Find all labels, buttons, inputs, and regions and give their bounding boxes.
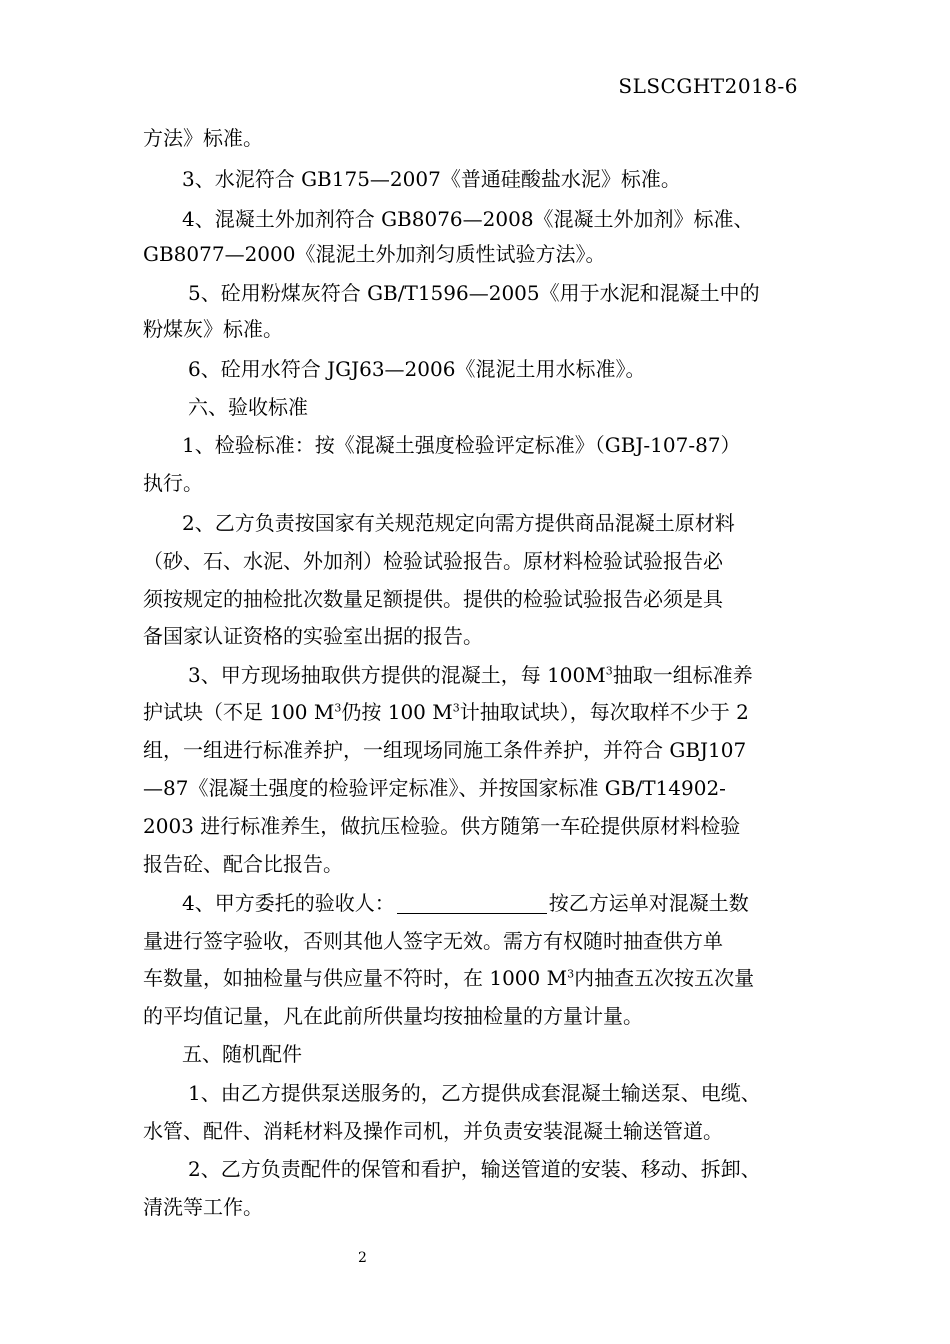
line-text: 3、甲方现场抽取供方提供的混凝土，每 100M (188, 663, 606, 687)
paragraph-line (143, 964, 754, 992)
superscript: 3 (452, 701, 460, 715)
page-number: 2 (358, 1250, 367, 1266)
signature-blank[interactable] (397, 893, 547, 914)
line-text: 计抽取试块），每次取样不少于 2 (459, 700, 749, 724)
paragraph-line: 1、由乙方提供泵送服务的，乙方提供成套混凝土输送泵、电缆、 (188, 1081, 761, 1105)
paragraph-line: 2、乙方负责配件的保管和看护，输送管道的安装、移动、拆卸、 (188, 1157, 761, 1181)
superscript: 3 (334, 701, 342, 715)
paragraph-line: 量进行签字验收，否则其他人签字无效。需方有权随时抽查供方单 (143, 929, 723, 953)
section-heading: 六、验收标准 (188, 395, 308, 419)
line-text: 抽取一组标准养 (612, 663, 753, 687)
paragraph-line: （砂、石、水泥、外加剂）检验试验报告。原材料检验试验报告必 (143, 549, 723, 573)
paragraph-line (143, 698, 749, 726)
line-text: 车数量，如抽检量与供应量不符时，在 1000 M (143, 966, 568, 990)
paragraph-line: 须按规定的抽检批次数量足额提供。提供的检验试验报告必须是具 (143, 587, 723, 611)
line-text: 按乙方运单对混凝土数 (548, 891, 749, 915)
paragraph-line: 组，一组进行标准养护，一组现场同施工条件养护，并符合 GBJ107 (143, 738, 747, 762)
line-text: 护试块（不足 100 M (143, 700, 335, 724)
paragraph-line: 6、砼用水符合 JGJ63—2006《混泥土用水标准》。 (188, 357, 646, 381)
paragraph-line: 2、乙方负责按国家有关规范规定向需方提供商品混凝土原材料 (182, 511, 735, 535)
paragraph-line (188, 661, 753, 689)
paragraph-line: 2003 进行标准养生，做抗压检验。供方随第一车砼提供原材料检验 (143, 814, 741, 838)
section-heading: 五、随机配件 (182, 1042, 302, 1066)
paragraph-line: 执行。 (143, 471, 203, 495)
paragraph-line: 水管、配件、消耗材料及操作司机，并负责安装混凝土输送管道。 (143, 1119, 723, 1143)
paragraph-line: GB8077—2000《混泥土外加剂匀质性试验方法》。 (143, 242, 606, 266)
line-text: 4、甲方委托的验收人： (182, 891, 395, 915)
paragraph-line: 清洗等工作。 (143, 1195, 263, 1219)
line-text: 仍按 100 M (341, 700, 453, 724)
paragraph-line: 1、检验标准：按《混凝土强度检验评定标准》（GBJ-107-87） (182, 433, 741, 457)
paragraph-line: 粉煤灰》标准。 (143, 317, 283, 341)
superscript: 3 (567, 967, 575, 981)
paragraph-line: 的平均值记量，凡在此前所供量均按抽检量的方量计量。 (143, 1004, 643, 1028)
paragraph-line: 备国家认证资格的实验室出据的报告。 (143, 624, 483, 648)
superscript: 3 (605, 664, 613, 678)
paragraph-line: 5、砼用粉煤灰符合 GB/T1596—2005《用于水泥和混凝土中的 (188, 281, 760, 305)
line-text: 内抽查五次按五次量 (574, 966, 755, 990)
paragraph-line: 方法》标准。 (143, 126, 263, 150)
paragraph-line: —87《混凝土强度的检验评定标准》、并按国家标准 GB/T14902- (143, 776, 726, 800)
paragraph-line: 4、混凝土外加剂符合 GB8076—2008《混凝土外加剂》标准、 (182, 207, 754, 231)
paragraph-line (182, 889, 749, 917)
paragraph-line: 3、水泥符合 GB175—2007《普通硅酸盐水泥》标准。 (182, 167, 681, 191)
document-code: SLSCGHT2018-6 (618, 74, 798, 98)
paragraph-line: 报告砼、配合比报告。 (143, 852, 343, 876)
